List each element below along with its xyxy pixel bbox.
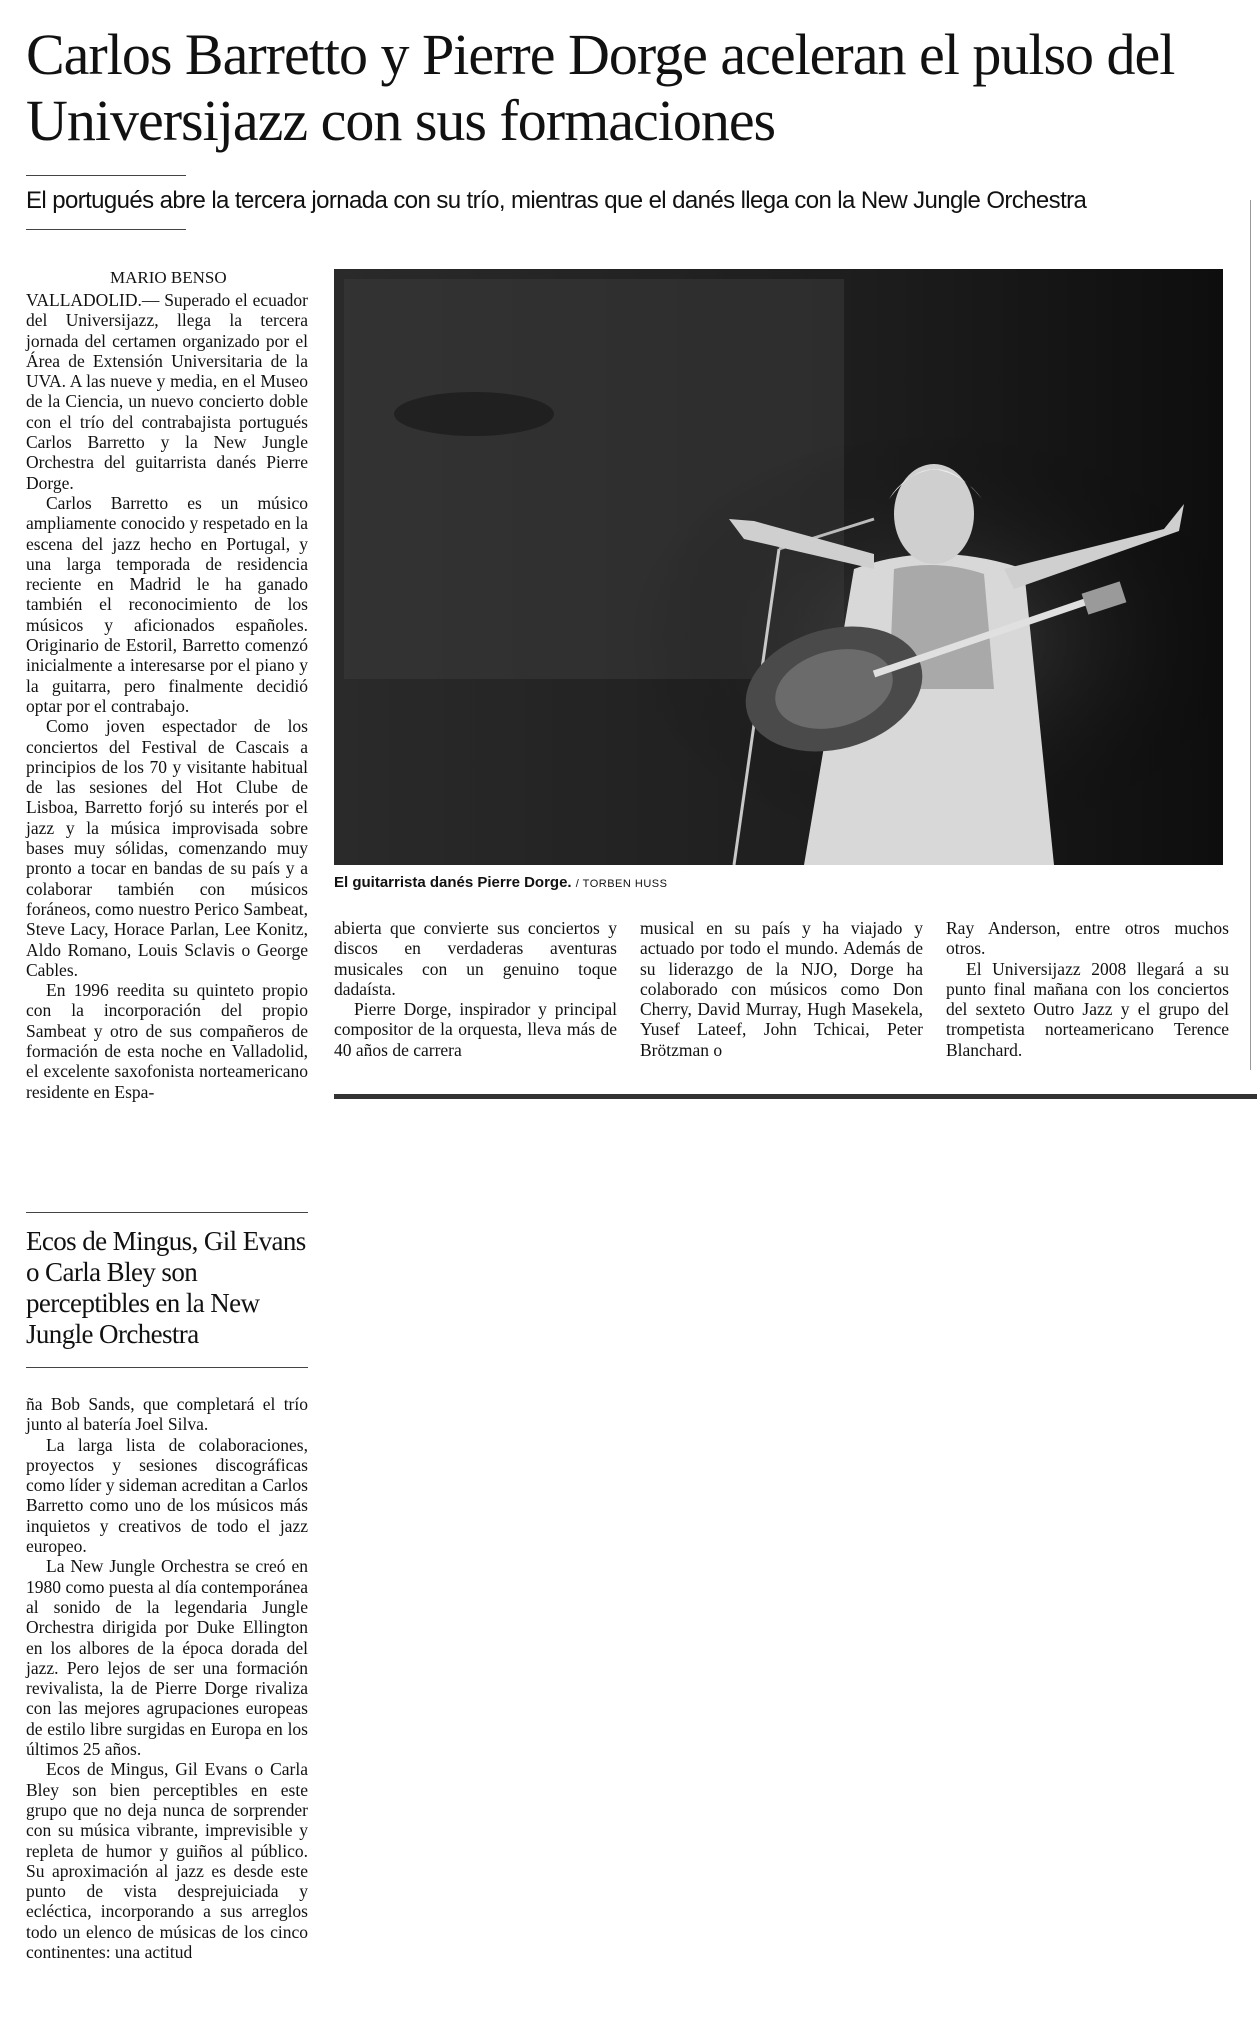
body-paragraph: Carlos Barretto es un músico ampliamente conocido y respetado en la escena del jazz hecho en Portugal, y una larga temporada de residencia reciente en Madrid le ha ganado también el reconocimiento de los músicos y aficionados españoles. Originario de Estoril, Barretto comenzó inicialmente a interesarse por el piano y la guitarra, pero finalmente decidió optar por el contrabajo. xyxy=(26,492,308,716)
article-column-1-continued xyxy=(26,1394,308,1962)
article-column-2 xyxy=(334,918,617,1060)
guitarist-on-stage-image xyxy=(334,269,1223,865)
headline-rule xyxy=(26,175,186,176)
body-paragraph: Ray Anderson, entre otros muchos otros. xyxy=(946,918,1229,959)
body-paragraph: Pierre Dorge, inspirador y principal compositor de la orquesta, lleva más de 40 años de carrera xyxy=(334,999,617,1060)
subheadline: El portugués abre la tercera jornada con su trío, mientras que el danés llega con la New Jungle Orchestra xyxy=(26,187,1087,214)
photo-credit: / TORBEN HUSS xyxy=(575,878,668,890)
article-column-1 xyxy=(26,290,308,1102)
article-column-3 xyxy=(640,918,923,1060)
photo-caption xyxy=(334,874,667,891)
body-paragraph: VALLADOLID.— Superado el ecuador del Universijazz, llega la tercera jornada del certamen organizado por el Área de Extensión Universitaria de la UVA. A las nueve y media, en el Museo de la Ciencia, un nuevo concierto doble con el trío del contrabajista portugués Carlos Barretto y la New Jungle Orchestra del guitarrista danés Pierre Dorge. xyxy=(26,290,308,493)
body-paragraph: ña Bob Sands, que completará el trío junto al batería Joel Silva. xyxy=(26,1394,308,1435)
subheadline-rule xyxy=(26,229,186,230)
body-paragraph: En 1996 reedita su quinteto propio con la incorporación del propio Sambeat y otro de sus compañeros de formación de esta noche en Valladolid, el excelente saxofonista norteamericano residente en Espa- xyxy=(26,980,308,1102)
concert-photo xyxy=(334,269,1223,865)
article-column-4 xyxy=(946,918,1229,1060)
body-paragraph: Como joven espectador de los conciertos del Festival de Cascais a principios de los 70 y visitante habitual de las sesiones del Hot Clube de Lisboa, Barretto forjó su interés por el jazz y la música improvisada sobre bases muy sólidas, comenzando muy pronto a tocar en bandas de su país y a colaborar también con músicos foráneos, como nuestro Perico Sambeat, Steve Lacy, Horace Parlan, Lee Konitz, Aldo Romano, Louis Sclavis o George Cables. xyxy=(26,716,308,980)
pullquote-rule-bottom xyxy=(26,1367,308,1368)
body-paragraph: El Universijazz 2008 llegará a su punto final mañana con los conciertos del sexteto Outro Jazz y el grupo del trompetista norteamericano Terence Blanchard. xyxy=(946,958,1229,1060)
pullquote-rule-top xyxy=(26,1212,308,1213)
body-paragraph: Ecos de Mingus, Gil Evans o Carla Bley son bien perceptibles en este grupo que no deja nunca de sorprender con su música vibrante, imprevisible y repleta de humor y guiños al público. Su aproximación al jazz es desde este punto de vista desprejuiciada y ecléctica, incorporando a sus arreglos todo un elenco de músicas de los cinco continentes: una actitud xyxy=(26,1759,308,1963)
body-paragraph: La larga lista de colaboraciones, proyectos y sesiones discográficas como líder y sideman acreditan a Carlos Barretto como uno de los músicos más inquietos y creativos de todo el jazz europeo. xyxy=(26,1434,308,1557)
pullquote: Ecos de Mingus, Gil Evans o Carla Bley son perceptibles en la New Jungle Orchestra xyxy=(26,1226,306,1349)
column-divider xyxy=(1250,200,1251,1070)
article-end-rule xyxy=(334,1094,1257,1099)
headline: Carlos Barretto y Pierre Dorge aceleran el pulso del Universijazz con sus formaciones xyxy=(26,22,1175,153)
caption-text: El guitarrista danés Pierre Dorge. xyxy=(334,874,572,891)
body-paragraph: La New Jungle Orchestra se creó en 1980 como puesta al día contemporánea al sonido de la legendaria Jungle Orchestra dirigida por Duke Ellington en los albores de la época dorada del jazz. Pero lejos de ser una formación revivalista, la de Pierre Dorge rivaliza con las mejores agrupaciones europeas de estilo libre surgidas en Europa en los últimos 25 años. xyxy=(26,1556,308,1760)
body-paragraph: abierta que convierte sus conciertos y discos en verdaderas aventuras musicales con un genuino toque dadaísta. xyxy=(334,918,617,999)
byline: MARIO BENSO xyxy=(110,268,227,287)
body-paragraph: musical en su país y ha viajado y actuado por todo el mundo. Además de su liderazgo de la NJO, Dorge ha colaborado con músicos como Don Cherry, David Murray, Hugh Masekela, Yusef Lateef, John Tchicai, Peter Brötzman o xyxy=(640,918,923,1060)
